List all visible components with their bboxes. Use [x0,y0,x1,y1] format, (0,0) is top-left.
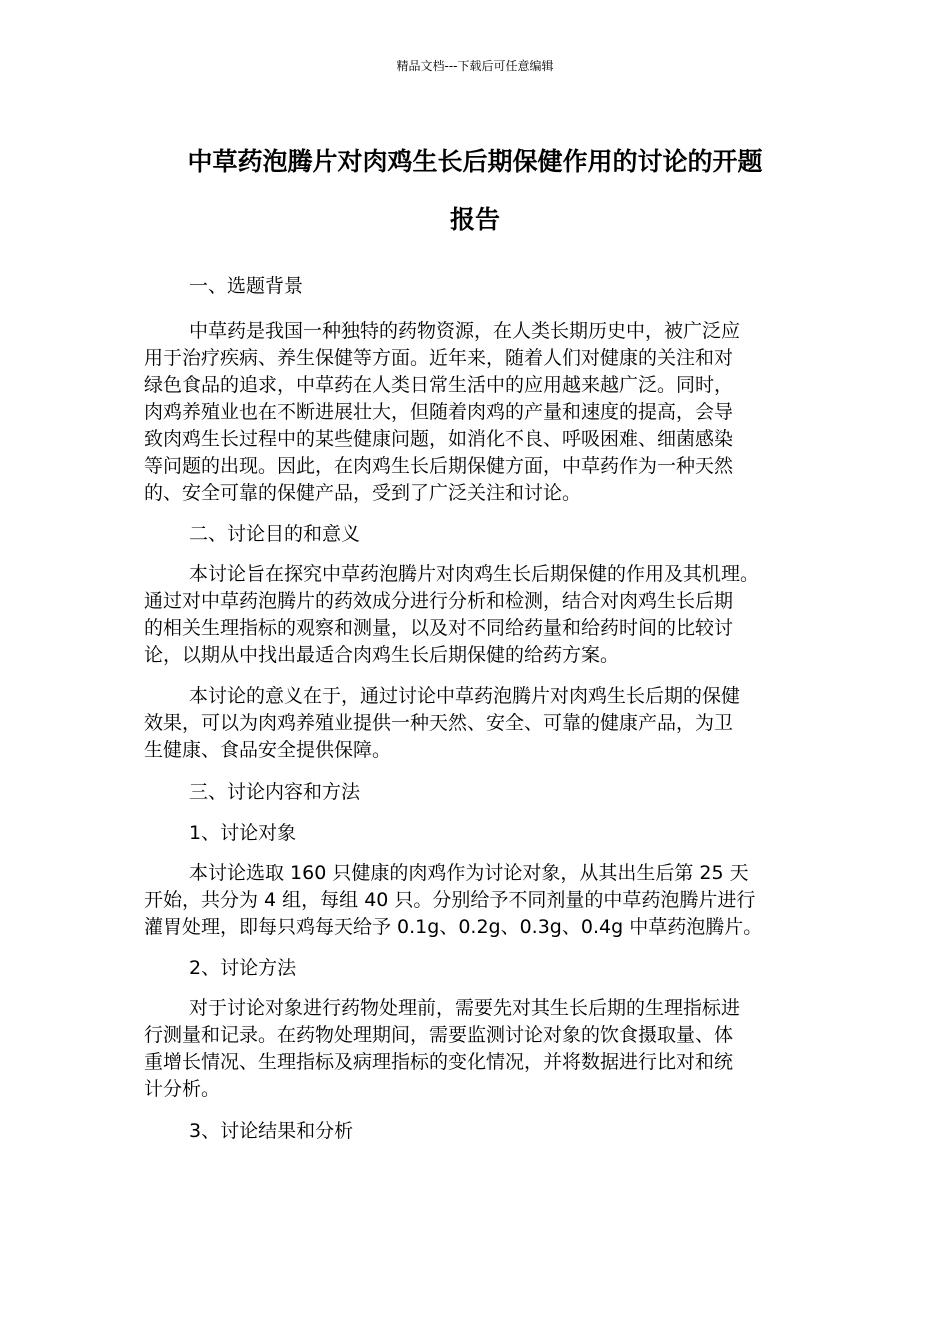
paragraph-significance [144,683,808,764]
document-title [140,133,810,249]
paragraph-line: 生健康、食品安全提供保障。 [144,739,392,761]
paragraph-subjects [144,860,808,941]
paragraph-line: 的相关生理指标的观察和测量，以及对不同给药量和给药时间的比较讨 [144,617,734,639]
document-body [144,268,808,1145]
paragraph-line: 效果，可以为肉鸡养殖业提供一种天然、安全、可靠的健康产品，为卫 [144,712,734,734]
paragraph-line: 重增长情况、生理指标及病理指标的变化情况，并将数据进行比对和统 [144,1051,734,1073]
paragraph-line: 等问题的出现。因此，在肉鸡生长后期保健方面，中草药作为一种天然 [144,455,734,477]
paragraph-line: 致肉鸡生长过程中的某些健康问题，如消化不良、呼吸困难、细菌感染 [144,428,734,450]
subsection-heading-methods: 2、讨论方法 [189,957,297,979]
paragraph-line: 本讨论旨在探究中草药泡腾片对肉鸡生长后期保健的作用及其机理。 [189,563,760,585]
paragraph-line: 论，以期从中找出最适合肉鸡生长后期保健的给药方案。 [144,644,620,666]
document-title-line-1: 中草药泡腾片对肉鸡生长后期保健作用的讨论的开题 [187,147,763,176]
paragraph-background [144,318,808,507]
section-heading-purpose: 二、讨论目的和意义 [189,523,361,545]
section-heading-content-methods: 三、讨论内容和方法 [189,781,361,803]
subsection-heading-subjects: 1、讨论对象 [189,822,297,844]
paragraph-line: 对于讨论对象进行药物处理前，需要先对其生长后期的生理指标进 [189,997,741,1019]
paragraph-line: 计分析。 [144,1078,221,1100]
paragraph-line: 本讨论的意义在于，通过讨论中草药泡腾片对肉鸡生长后期的保健 [189,685,741,707]
subsection-heading-results: 3、讨论结果和分析 [189,1120,354,1142]
paragraph-line: 灌胃处理，即每只鸡每天给予 0.1g、0.2g、0.3g、0.4g 中草药泡腾片。 [144,916,763,938]
paragraph-line: 开始，共分为 4 组，每组 40 只。分别给予不同剂量的中草药泡腾片进行 [144,889,756,911]
paragraph-line: 的、安全可靠的保健产品，受到了广泛关注和讨论。 [144,482,582,504]
paragraph-line: 行测量和记录。在药物处理期间，需要监测讨论对象的饮食摄取量、体 [144,1024,734,1046]
paragraph-line: 用于治疗疾病、养生保健等方面。近年来，随着人们对健康的关注和对 [144,347,734,369]
paragraph-line: 肉鸡养殖业也在不断进展壮大，但随着肉鸡的产量和速度的提高，会导 [144,401,734,423]
section-heading-background: 一、选题背景 [189,275,304,297]
document-title-line-2: 报告 [449,205,500,234]
paragraph-methods [144,995,808,1103]
paragraph-line: 绿色食品的追求，中草药在人类日常生活中的应用越来越广泛。同时， [144,374,734,396]
paragraph-line: 通过对中草药泡腾片的药效成分进行分析和检测，结合对肉鸡生长后期 [144,590,734,612]
paragraph-purpose [144,561,808,669]
paragraph-line: 本讨论选取 160 只健康的肉鸡作为讨论对象，从其出生后第 25 天 [189,862,749,884]
page-header: 精品文档---下载后可任意编辑 [396,59,554,73]
paragraph-line: 中草药是我国一种独特的药物资源，在人类长期历史中，被广泛应 [189,320,741,342]
